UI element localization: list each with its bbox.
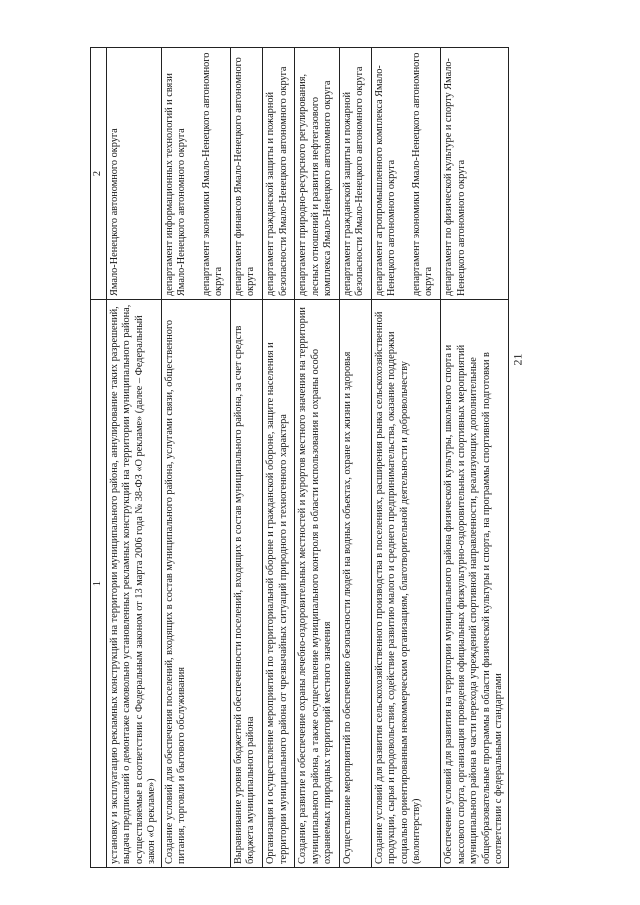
department-cell [161,48,230,300]
function-cell: Создание условий для развития сельскохозяйственного производства в поселениях, расширения рынка сельскохозяйственной продукции, сырья и продовольствия, содействие развитию малого и среднего предпринимательства, оказание поддержки социально ориентированным некоммерческим организациям, благотворительной деятельности и добровольчеству (волонтерству) [371,300,440,868]
department-name: департамент экономики Ямало-Ненецкого автономного округа [200,52,225,296]
department-name: департамент гражданской защиты и пожарной безопасности Ямало-Ненецкого автономного округа [341,66,366,296]
department-name: департамент финансов Ямало-Ненецкого автономного округа [232,57,257,296]
department-name: департамент информационных технологий и связи Ямало-Ненецкого автономного округа [163,73,188,296]
function-cell: установку и эксплуатацию рекламных конструкций на территории муниципального района, аннулирование таких разрешений, выдача предписаний о демонтаже самовольно установленных рекламных конструкций на территории муниципального района, осуществляемые в соответствии с Федеральным законом от 13 марта 2006 года № 38-ФЗ «О рекламе» (далее – Федеральный закон «О рекламе») [106,300,161,868]
department-name: Ямало-Ненецкого автономного округа [108,128,120,296]
department-cell [371,48,440,300]
table-row [263,48,295,868]
functions-table [90,47,509,868]
department-name: департамент гражданской защиты и пожарной безопасности Ямало-Ненецкого автономного округа [265,66,289,296]
department-cell [106,48,161,300]
function-cell: Создание условий для обеспечения поселений, входящих в состав муниципального района, услугами связи, общественного питания, торговли и бытового обслуживания [161,300,230,868]
department-cell [441,48,509,300]
department-name: департамент экономики Ямало-Ненецкого автономного округа [410,52,435,296]
department-cell [263,48,295,300]
table-row [441,48,509,868]
table-row [161,48,230,868]
function-cell: Организация и осуществление мероприятий по территориальной обороне и гражданской обороне, защите населения и территории муниципального района от чрезвычайных ситуаций природного и техногенного характера [263,300,295,868]
table-row [230,48,262,868]
department-cell [339,48,371,300]
page-number: 21 [510,353,525,366]
header-row [91,48,107,868]
table-area [90,48,560,868]
table-row [106,48,161,868]
department-cell [230,48,262,300]
table-row [295,48,340,868]
header-col-1: 1 [91,300,107,868]
function-cell: Обеспечение условий для развития на территории муниципального района физической культуры, школьного спорта и массового спорта, организация проведения официальных физкультурно-оздоровительных и спортивных мероприятий муниципального района в части перехода учреждений спортивной направленности, реализующих дополнительные общеобразовательные программы в области физической культуры и спорта, на программы спортивной подготовки в соответствии с федеральными стандартами [441,300,509,868]
department-name: департамент агропромышленного комплекса Ямало-Ненецкого автономного округа [373,65,398,296]
table-row [371,48,440,868]
department-cell [295,48,340,300]
header-col-2: 2 [91,48,107,300]
rotated-table-wrapper [90,48,560,868]
department-name: департамент природно-ресурсного регулирования, лесных отношений и развития нефтегазового комплекса Ямало-Ненецкого автономного округа [297,73,334,296]
table-row [339,48,371,868]
function-cell: Выравнивание уровня бюджетной обеспеченности поселений, входящих в состав муниципального района, за счет средств бюджета муниципального района [230,300,262,868]
function-cell: Осуществление мероприятий по обеспечению безопасности людей на водных объектах, охране их жизни и здоровья [339,300,371,868]
department-name: департамент по физической культуре и спорту Ямало-Ненецкого автономного округа [443,58,467,296]
function-cell: Создание, развитие и обеспечение охраны лечебно-оздоровительных местностей и курортов местного значения на территории муниципального района, а также осуществление муниципального контроля в области использования и охраны особо охраняемых природных территорий местного значения [295,300,340,868]
